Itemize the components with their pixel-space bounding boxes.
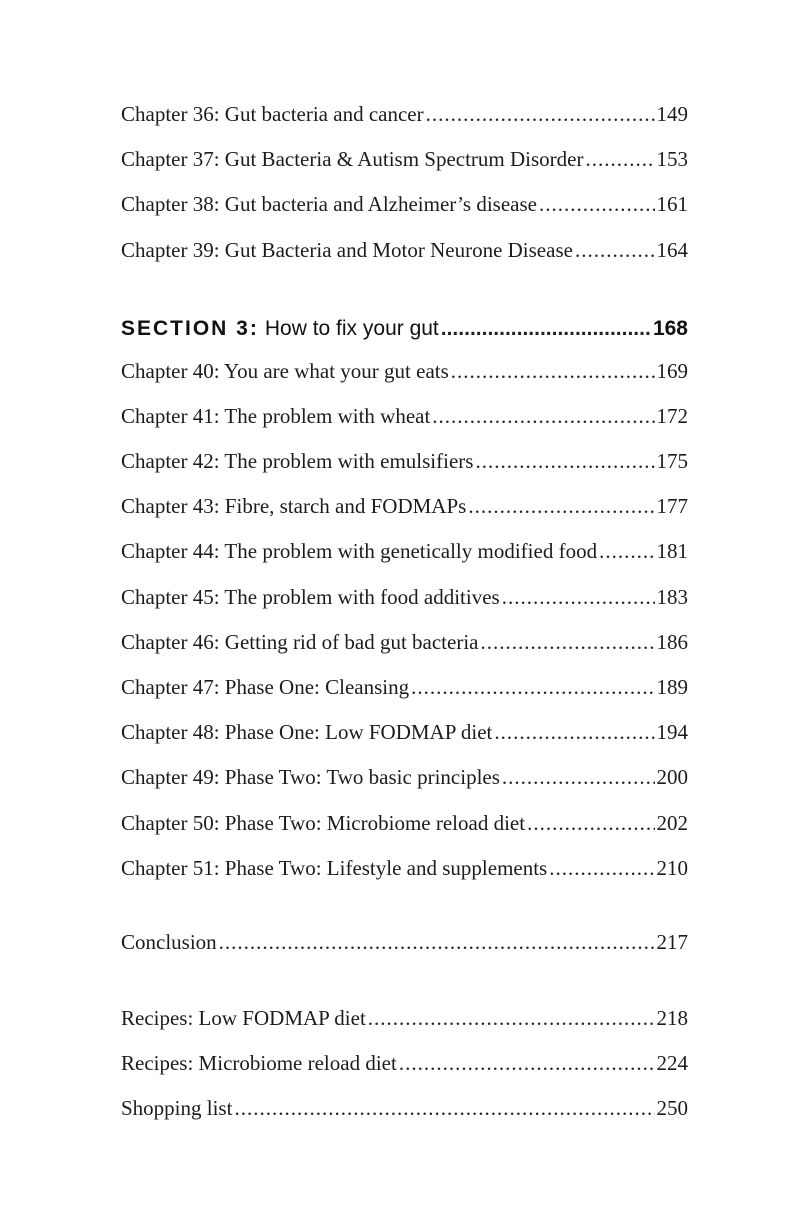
toc-entry-title: Chapter 47: Phase One: Cleansing bbox=[121, 675, 410, 699]
toc-entry-title: Chapter 44: The problem with genetically modified food bbox=[121, 539, 598, 563]
toc-entry-page: 183 bbox=[656, 585, 688, 609]
toc-entry-chapter-51[interactable] bbox=[121, 855, 688, 881]
dot-leader bbox=[494, 719, 654, 745]
toc-entry-page: 186 bbox=[656, 630, 688, 654]
toc-entry-title: Chapter 48: Phase One: Low FODMAP diet bbox=[121, 720, 493, 744]
dot-leader bbox=[219, 929, 655, 955]
toc-entry-chapter-37[interactable] bbox=[121, 146, 688, 172]
toc-entry-title: Chapter 43: Fibre, starch and FODMAPs bbox=[121, 494, 467, 518]
dot-leader bbox=[539, 191, 655, 217]
toc-entry-title: Chapter 36: Gut bacteria and cancer bbox=[121, 102, 424, 126]
dot-leader bbox=[527, 810, 654, 836]
toc-entry-title: Chapter 42: The problem with emulsifiers bbox=[121, 449, 474, 473]
dot-leader bbox=[586, 146, 655, 172]
dot-leader bbox=[599, 538, 654, 564]
toc-entry-page: 202 bbox=[656, 811, 688, 835]
toc-entry-chapter-41[interactable] bbox=[121, 403, 688, 429]
toc-entry-page: 149 bbox=[656, 102, 688, 126]
dot-leader bbox=[441, 316, 651, 342]
toc-entry-page: 217 bbox=[656, 930, 688, 954]
toc-entry-title: Chapter 38: Gut bacteria and Alzheimer’s disease bbox=[121, 192, 537, 216]
toc-entry-recipes-low-fodmap[interactable] bbox=[121, 1005, 688, 1031]
toc-entry-page: 175 bbox=[656, 449, 688, 473]
toc-entry-chapter-42[interactable] bbox=[121, 448, 688, 474]
toc-entry-title: Recipes: Low FODMAP diet bbox=[121, 1006, 366, 1030]
dot-leader bbox=[399, 1050, 655, 1076]
toc-entry-title: Chapter 41: The problem with wheat bbox=[121, 404, 431, 428]
toc-entry-chapter-39[interactable] bbox=[121, 237, 688, 263]
toc-entry-page: 200 bbox=[656, 765, 688, 789]
dot-leader bbox=[468, 493, 654, 519]
toc-entry-title: Chapter 45: The problem with food additives bbox=[121, 585, 500, 609]
toc-entry-title: Recipes: Microbiome reload diet bbox=[121, 1051, 397, 1075]
toc-entry-conclusion[interactable] bbox=[121, 929, 688, 955]
section-page: 168 bbox=[652, 317, 688, 340]
dot-leader bbox=[480, 629, 654, 655]
toc-entry-page: 153 bbox=[656, 147, 688, 171]
toc-section-3-heading[interactable] bbox=[121, 316, 688, 342]
dot-leader bbox=[432, 403, 654, 429]
toc-entry-page: 164 bbox=[656, 238, 688, 262]
dot-leader bbox=[368, 1005, 655, 1031]
dot-leader bbox=[234, 1095, 654, 1121]
toc-entry-title: Conclusion bbox=[121, 930, 217, 954]
toc-entry-page: 194 bbox=[656, 720, 688, 744]
toc-entry-chapter-38[interactable] bbox=[121, 191, 688, 217]
toc-entry-page: 210 bbox=[656, 856, 688, 880]
toc-entry-page: 181 bbox=[656, 539, 688, 563]
dot-leader bbox=[549, 855, 654, 881]
dot-leader bbox=[575, 237, 655, 263]
section-label: SECTION 3: bbox=[121, 317, 259, 340]
toc-entry-page: 177 bbox=[656, 494, 688, 518]
toc-entry-page: 161 bbox=[656, 192, 688, 216]
toc-entry-title: Chapter 46: Getting rid of bad gut bacteria bbox=[121, 630, 479, 654]
toc-entry-title: Chapter 51: Phase Two: Lifestyle and supplements bbox=[121, 856, 548, 880]
toc-entry-page: 189 bbox=[656, 675, 688, 699]
toc-entry-page: 169 bbox=[656, 359, 688, 383]
toc-entry-chapter-45[interactable] bbox=[121, 584, 688, 610]
dot-leader bbox=[475, 448, 654, 474]
toc-entry-page: 224 bbox=[656, 1051, 688, 1075]
toc-entry-title: Shopping list bbox=[121, 1096, 233, 1120]
dot-leader bbox=[451, 358, 655, 384]
dot-leader bbox=[502, 584, 655, 610]
toc-entry-page: 218 bbox=[656, 1006, 688, 1030]
toc-entry-chapter-46[interactable] bbox=[121, 629, 688, 655]
toc-entry-chapter-44[interactable] bbox=[121, 538, 688, 564]
toc-entry-title: Chapter 40: You are what your gut eats bbox=[121, 359, 449, 383]
dot-leader bbox=[502, 764, 655, 790]
toc-entry-title: Chapter 50: Phase Two: Microbiome reload diet bbox=[121, 811, 526, 835]
toc-entry-chapter-43[interactable] bbox=[121, 493, 688, 519]
toc-entry-chapter-36[interactable] bbox=[121, 101, 688, 127]
toc-entry-title: Chapter 49: Phase Two: Two basic principles bbox=[121, 765, 500, 789]
toc-entry-chapter-50[interactable] bbox=[121, 810, 688, 836]
section-title: How to fix your gut bbox=[264, 317, 439, 340]
toc-entry-shopping-list[interactable] bbox=[121, 1095, 688, 1121]
dot-leader bbox=[426, 101, 655, 127]
section-heading bbox=[121, 316, 439, 342]
toc-entry-chapter-49[interactable] bbox=[121, 764, 688, 790]
toc-entry-chapter-47[interactable] bbox=[121, 674, 688, 700]
toc-entry-chapter-40[interactable] bbox=[121, 358, 688, 384]
toc-entry-title: Chapter 37: Gut Bacteria & Autism Spectrum Disorder bbox=[121, 147, 584, 171]
toc-entry-page: 250 bbox=[656, 1096, 688, 1120]
dot-leader bbox=[411, 674, 654, 700]
toc-entry-title: Chapter 39: Gut Bacteria and Motor Neurone Disease bbox=[121, 238, 573, 262]
toc-entry-recipes-microbiome[interactable] bbox=[121, 1050, 688, 1076]
toc-entry-page: 172 bbox=[656, 404, 688, 428]
toc-entry-chapter-48[interactable] bbox=[121, 719, 688, 745]
